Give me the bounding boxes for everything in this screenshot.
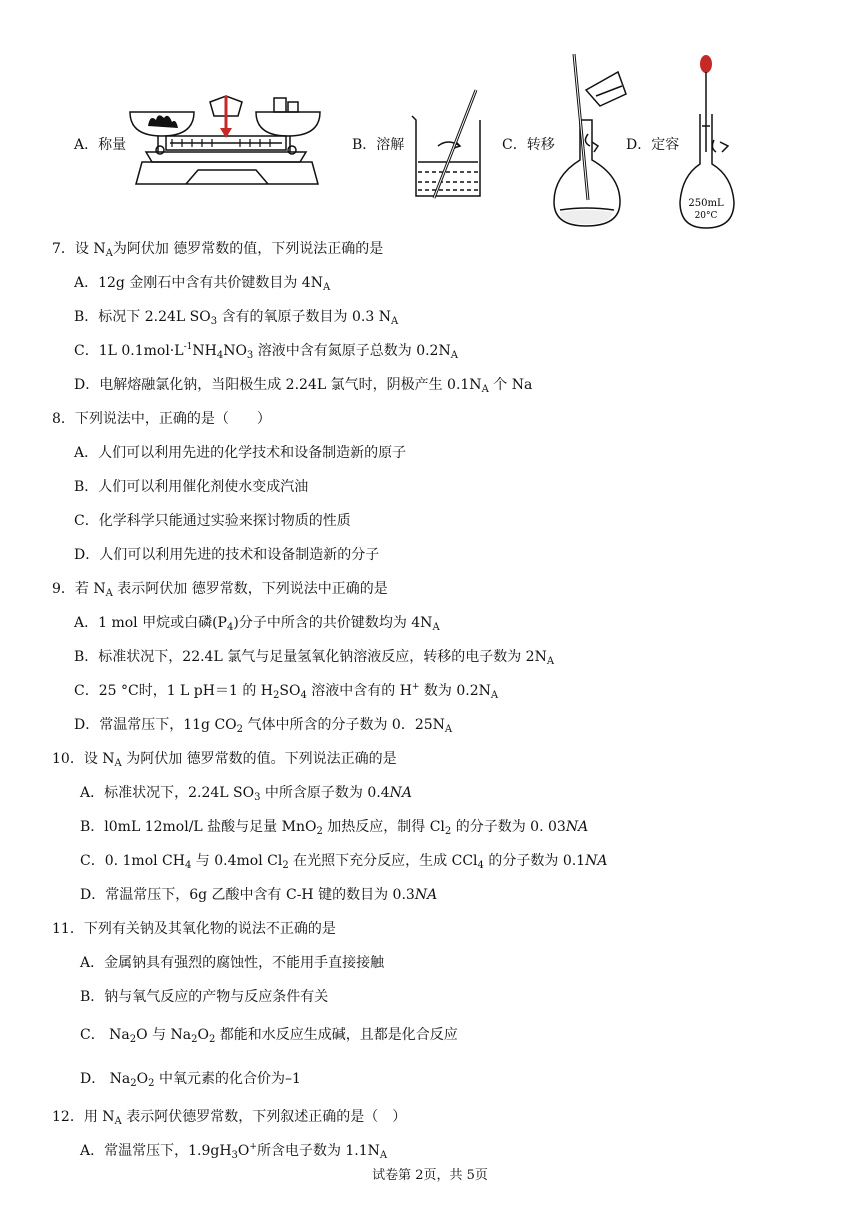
question-10-option-c: C．0. 1mol $CH_4$ 与 0.4mol $Cl_2$ 在光照下充分反应，生成 CCl$_4$ 的分子数为 0.1NA (80, 853, 608, 871)
question-8-option-a: A．人们可以利用先进的化学技术和设备制造新的原子 (74, 445, 407, 461)
flask-transfer-illustration (552, 50, 636, 230)
balance-illustration (128, 92, 326, 188)
question-7-option-b: B．标况下 2.24L $SO_3$ 含有的氧原子数目为 0.3 $N_A$ (74, 309, 399, 327)
question-9-option-b: B．标准状况下，22.4L 氯气与足量氢氧化钠溶液反应，转移的电子数为 $2N_A$ (74, 649, 555, 667)
beaker-stirring-illustration (408, 86, 488, 202)
apparatus-label-dissolve: B．溶解 (352, 137, 405, 153)
question-10-option-b: B．l0mL 12mol/L 盐酸与足量 MnO$_2$ 加热反应，制得 $Cl_2$ 的分子数为 0. 03NA (80, 819, 589, 837)
question-9-option-d: D．常温常压下，11g $CO_2$ 气体中所含的分子数为 0．$25N_A$ (74, 717, 453, 735)
question-9-option-c: C．25 °C时，1 L pH＝1 的 $H_2SO_4$ 溶液中含有的 H+ 数为 $0.2N_A$ (74, 682, 499, 701)
question-8-stem: 8．下列说法中，正确的是（ ） (52, 411, 271, 427)
question-7-option-a: A．12g 金刚石中含有共价键数目为 $4N_A$ (74, 275, 331, 293)
question-8-option-c: C．化学科学只能通过实验来探讨物质的性质 (74, 513, 351, 529)
question-12-stem: 12．用 $N_A$ 表示阿伏德罗常数，下列叙述正确的是（ ） (52, 1109, 407, 1127)
question-11-stem: 11．下列有关钠及其氧化物的说法不正确的是 (52, 921, 336, 937)
page-footer: 试卷第 2页，共 5页 (372, 1168, 488, 1183)
question-7-option-c: C．1L $0.1mol\cdot L^{-1}NH_4NO_3$ 溶液中含有氮原子总数为 $0.2N_A$ (74, 342, 458, 361)
question-8-option-d: D．人们可以利用先进的技术和设备制造新的分子 (74, 547, 380, 563)
question-10-option-a: A．标准状况下，2.24L $SO_3$ 中所含原子数为 0.4NA (80, 785, 413, 803)
question-8-option-b: B．人们可以利用催化剂使水变成汽油 (74, 479, 309, 495)
question-11-option-a: A．金属钠具有强烈的腐蚀性，不能用手直接接触 (80, 955, 385, 971)
question-11-option-d: D． $Na_2O_2$ 中氧元素的化合价为–1 (80, 1071, 301, 1089)
question-10-stem: 10．设 $N_A$ 为阿伏加 德罗常数的值。下列说法正确的是 (52, 751, 397, 769)
question-11-option-c: C． $Na_2O$ 与 $Na_2O_2$ 都能和水反应生成碱，且都是化合反应 (80, 1027, 458, 1045)
apparatus-label-transfer: C．转移 (502, 137, 555, 153)
question-9-stem: 9．若 $N_A$ 表示阿伏加 德罗常数，下列说法中正确的是 (52, 581, 388, 599)
question-12-option-a: A．常温常压下，$1.9gH_3O^+$所含电子数为 $1.1N_A$ (80, 1142, 388, 1161)
question-7-option-d: D．电解熔融氯化钠，当阳极生成 2.24L 氯气时，阴极产生 $0.1N_A$ 个 Na (74, 377, 533, 395)
flask-fixvolume-illustration (676, 52, 746, 232)
apparatus-label-fixvolume: D．定容 (626, 137, 680, 153)
apparatus-label-weigh: A．称量 (74, 137, 127, 153)
question-9-option-a: A．1 mol 甲烷或白磷$(P_4)$分子中所含的共价键数均为 $4N_A$ (74, 615, 440, 633)
question-11-option-b: B．钠与氧气反应的产物与反应条件有关 (80, 989, 329, 1005)
flask-volume-mark: 250mL (688, 198, 724, 209)
flask-temperature-mark: 20°C (694, 211, 718, 221)
question-7-stem: 7．设 $N_A$为阿伏加 德罗常数的值，下列说法正确的是 (52, 241, 384, 259)
question-10-option-d: D．常温常压下，6g 乙酸中含有 C-H 键的数目为 0.3NA (80, 887, 438, 903)
